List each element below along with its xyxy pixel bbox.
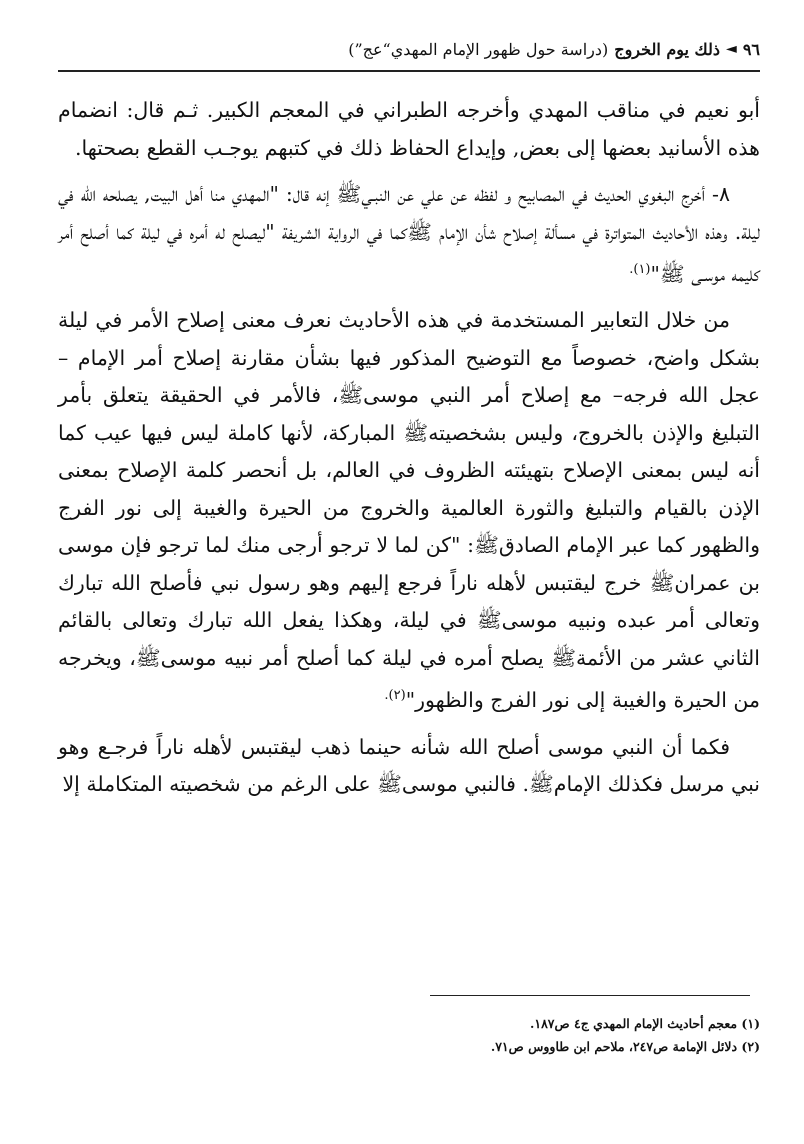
paragraph-3 bbox=[58, 302, 760, 719]
paragraph-text: من خلال التعابير المستخدمة في هذه الأحاديث نعرف معنى إصلاح الأمر في ليلة بشكل واضح، خصوصاً مع التوضيح المذكور فيها بشأن مقارنة إصلاح أمر الإمام – عجل الله فرجه– مع إصلاح أمر النبي موسىﷺ، فالأمر في الحقيقة يتعلق بأمر التبليغ والإذن بالخروج، وليس بشخصيتهﷺ المباركة، لأنها كاملة ليس فيها عيب كما أنه ليس بمعنى الإصلاح بتهيئته الظروف في العالم، بل أنحصر كلمة الإصلاح بمعنى الإذن بالقيام والتبليغ والثورة العالمية والخروج من الحيرة والغيبة إلى نور الفرج والظهور كما عبر الإمام الصادقﷺ: "كن لما لا ترجو أرجى منك لما ترجو فإن موسى بن عمرانﷺ خرج ليقتبس لأهله ناراً فرجع إليهم وهو رسول نبي فأصلح الله تبارك وتعالى أمر عبده ونبيه موسىﷺ في ليلة، وهكذا يفعل الله تبارك وتعالى بالقائم الثاني عشر من الأئمةﷺ يصلح أمره في ليلة كما أصلح أمر نبيه موسىﷺ، ويخرجه من الحيرة والغيبة إلى نور الفرج والظهور" bbox=[58, 308, 760, 713]
body-text bbox=[58, 92, 760, 804]
footnotes bbox=[491, 1012, 760, 1058]
paragraph-text: فكما أن النبي موسى أصلح الله شأنه حينما ذهب ليقتبس لأهله ناراً فرجـع وهو نبي مرسل فكذلك الإمامﷺ. فالنبي موسىﷺ على الرغم من شخصيته المتكاملة إلا bbox=[58, 734, 760, 797]
footnote-ref: (١). bbox=[629, 262, 651, 277]
footnote-divider bbox=[430, 995, 750, 996]
paragraph-1 bbox=[58, 92, 760, 167]
paragraph-2 bbox=[58, 176, 760, 293]
paragraph-text: أبو نعيم في مناقب المهدي وأخرجه الطبراني في المعجم الكبير. ثـم قال: انضمام هذه الأسانيد بعضها إلى بعض, وإيداع الحفاظ ذلك في كتبهم يوجـب القطع بصحتها. bbox=[58, 98, 760, 160]
arrow-icon: ◄ bbox=[726, 41, 737, 57]
book-title: ذلك يوم الخروج bbox=[614, 39, 721, 59]
paragraph-text: ٨- أخرج البغوي الحديث في المصابيح و لفظه عن علي عن النبـيﷺ إنه قال: "المهدي منا أهل البيت, يصلحه الله في ليلة. وهذه الأحاديث المتواترة في مسألة إصلاح شأن الإمام ﷺكما في الرواية الشريفة "ليصلح له أمره في ليلة كما أصلح أمر كليمه موسـى ﷺ" bbox=[58, 182, 760, 286]
footnote-ref: (٢). bbox=[384, 688, 406, 704]
book-subtitle: (دراسة حول ظهور الإمام المهدي“عج”) bbox=[348, 39, 609, 59]
footnote-2: (٢) دلائل الإمامة ص٢٤٧، ملاحم ابن طاووس ص٧١. bbox=[490, 1039, 760, 1054]
page-number: ٩٦ bbox=[742, 39, 760, 59]
footnote-1: (١) معجم أحاديث الإمام المهدي ج٤ ص١٨٧. bbox=[530, 1016, 760, 1031]
paragraph-4 bbox=[58, 729, 760, 804]
running-header bbox=[58, 30, 760, 72]
